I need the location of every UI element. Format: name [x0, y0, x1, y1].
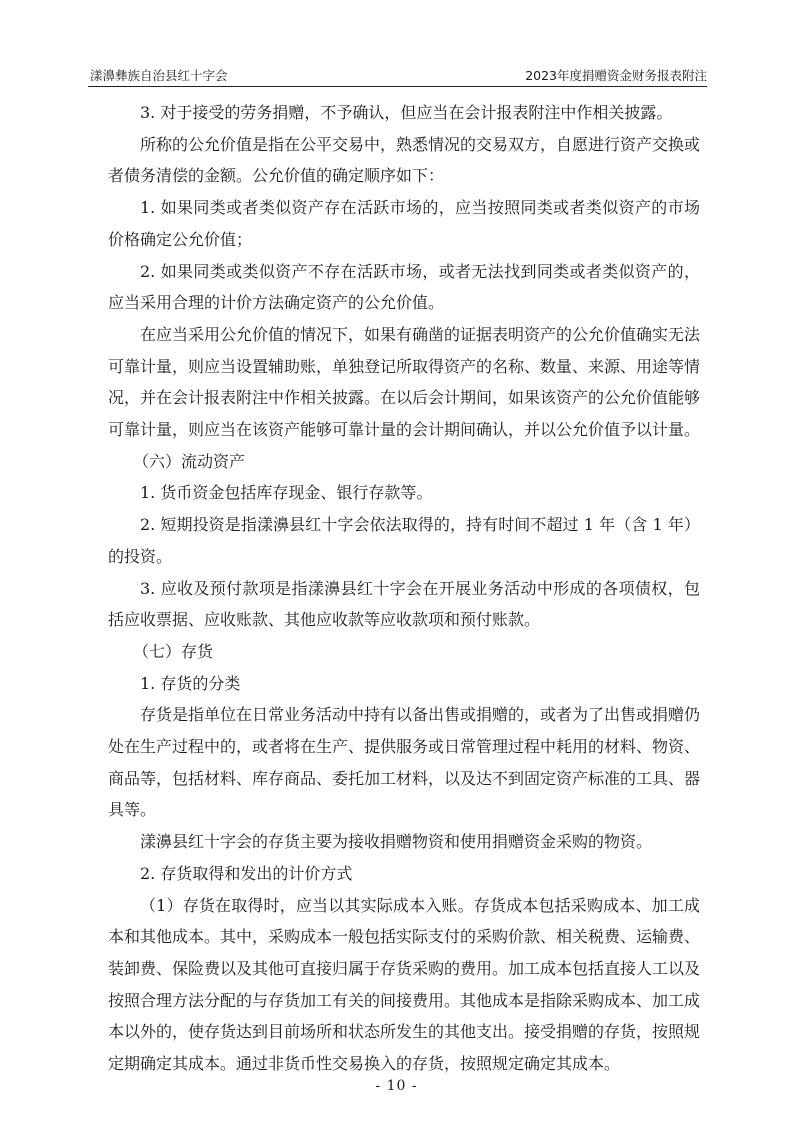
paragraph-fair-value-unreliable: 在应当采用公允价值的情况下，如果有确凿的证据表明资产的公允价值确实无法可靠计量，则应当设置辅助账，单独登记所取得资产的名称、数量、来源、用途等情况，并在会计报表附注中作相关披露。在以后会计期间，如果该资产的公允价值能够可靠计量，则应当在该资产能够可靠计量的会计期间确认，并以公允价值予以计量。	[108, 324, 701, 440]
paragraph-fair-value-definition: 所称的公允价值是指在公平交易中，熟悉情况的交易双方，自愿进行资产交换或者债务清偿的金额。公允价值的确定顺序如下：	[108, 134, 701, 186]
subheading-inventory-classification: 1. 存货的分类	[140, 673, 241, 693]
header-organization: 漾濞彝族自治县红十字会	[90, 68, 228, 83]
section-heading-current-assets: （六）流动资产	[133, 451, 246, 471]
document-body	[108, 97, 700, 1080]
paragraph-fair-value-rule-1: 1. 如果同类或者类似资产存在活跃市场的，应当按照同类或者类似资产的市场价格确定公允价值；	[108, 198, 700, 249]
paragraph-receivables: 3. 应收及预付款项是指漾濞县红十字会在开展业务活动中形成的各项债权，包括应收票据、应收账款、其他应收款等应收款项和预付账款。	[108, 578, 700, 630]
paragraph-short-term-investment: 2. 短期投资是指漾濞县红十字会依法取得的，持有时间不超过 1 年（含 1 年）的投资。	[108, 515, 700, 566]
paragraph-fair-value-rule-2: 2. 如果同类或类似资产不存在活跃市场，或者无法找到同类或者类似资产的，应当采用合理的计价方法确定资产的公允价值。	[108, 261, 700, 313]
section-heading-inventory: （七）存货	[133, 641, 214, 661]
paragraph-inventory-definition: 存货是指单位在日常业务活动中持有以备出售或捐赠的，或者为了出售或捐赠仍处在生产过程中的，或者将在生产、提供服务或日常管理过程中耗用的材料、物资、商品等，包括材料、库存商品、委托加工材料，以及达不到固定资产标准的工具、器具等。	[108, 705, 701, 820]
paragraph-inventory-cost: （1）存货在取得时，应当以其实际成本入账。存货成本包括采购成本、加工成本和其他成本。其中，采购成本一般包括实际支付的采购价款、相关税费、运输费、装卸费、保险费以及其他可直接归属于存货采购的费用。加工成本包括直接人工以及按照合理方法分配的与存货加工有关的间接费用。其他成本是指除采购成本、加工成本以外的，使存货达到目前场所和状态所发生的其他支出。接受捐赠的存货，按照规定期确定其成本。通过非货币性交易换入的存货，按照规定确定其成本。	[108, 895, 701, 1074]
paragraph-labor-donation: 3. 对于接受的劳务捐赠，不予确认，但应当在会计报表附注中作相关披露。	[140, 103, 673, 122]
header-document-title: 2023年度捐赠资金财务报表附注	[525, 68, 707, 83]
header-divider	[88, 86, 707, 87]
page-number: - 10 -	[375, 1078, 418, 1094]
paragraph-cash: 1. 货币资金包括库存现金、银行存款等。	[140, 483, 433, 503]
page-header	[90, 66, 707, 88]
paragraph-inventory-sources: 漾濞县红十字会的存货主要为接收捐赠物资和使用捐赠资金采购的物资。	[140, 832, 653, 852]
subheading-inventory-valuation: 2. 存货取得和发出的计价方式	[140, 863, 353, 883]
